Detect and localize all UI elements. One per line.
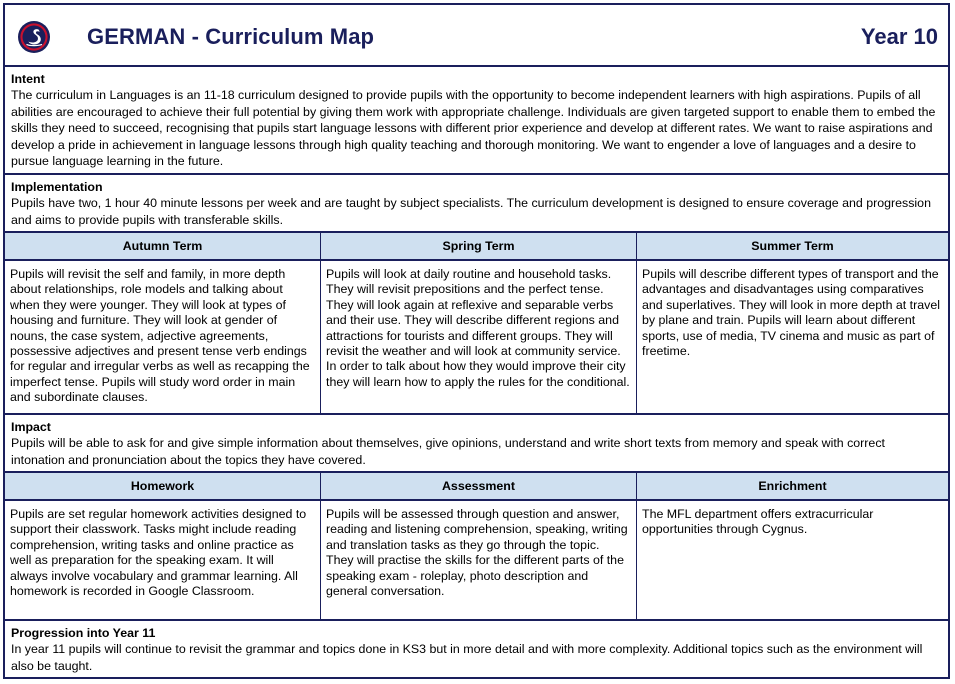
progression-text: In year 11 pupils will continue to revisit the grammar and topics done in KS3 but in more detail and with more complexity. Additional topics such as the environment will also be taught.: [11, 642, 923, 673]
intent-heading: Intent: [11, 72, 45, 86]
year-label: Year 10: [860, 24, 938, 49]
progression-heading: Progression into Year 11: [11, 626, 156, 640]
page-header: [5, 5, 948, 67]
spring-term-content: Pupils will look at daily routine and household tasks. They will revisit prepositions and the perfect tense. They will look again at reflexive and separable verbs and their use. They will describe different regions and attractions for tourists and different groups. They will revisit the weather and will look at community service. In order to talk about how they would improve their city they will learn how to apply the rules for the conditional.: [321, 261, 637, 413]
progression-section: [5, 621, 948, 677]
intent-text: The curriculum in Languages is an 11-18 curriculum designed to provide pupils with the opportunity to become independent learners with high aspirations. Pupils of all abilities are encouraged to achieve their full potential by giving them work with appropriate challenge. Individuals are given targeted support to enable them to embed the skills they need to succeed, recognising that pupils start language lessons with different prior experience and develop at different rates. We want to raise aspirations and develop a pride in achievement in language lessons through high quality teaching and thorough monitoring. We want to engender a love of languages and a desire to pursue language learning in the future.: [11, 88, 936, 168]
document-frame: [3, 3, 950, 679]
extras-content-row: [5, 501, 948, 621]
summer-term-header: Summer Term: [637, 233, 948, 259]
enrichment-content: The MFL department offers extracurricular opportunities through Cygnus.: [642, 507, 874, 537]
page-title: GERMAN - Curriculum Map: [87, 24, 375, 49]
impact-section: [5, 415, 948, 473]
autumn-term-header: Autumn Term: [5, 233, 321, 259]
spring-term-header: Spring Term: [321, 233, 637, 259]
swan-logo-icon: [17, 20, 51, 54]
impact-heading: Impact: [11, 420, 51, 434]
summer-term-content: Pupils will describe different types of transport and the advantages and disadvantages using comparatives and superlatives. They will look in more depth at travel by plane and train. Pupils will learn about different sports, use of media, TV cinema and music as part of freetime.: [642, 267, 940, 359]
implementation-section: [5, 175, 948, 233]
terms-content-row: [5, 261, 948, 415]
extras-header-row: [5, 473, 948, 501]
intent-section: [5, 67, 948, 175]
terms-header-row: [5, 233, 948, 261]
homework-header: Homework: [5, 473, 321, 499]
autumn-term-content: Pupils will revisit the self and family, in more depth about relationships, role models and talking about when they were younger. They will look at types of housing and furniture. They will look at gender of nouns, the case system, adjective agreements, possessive adjectives and present tense verb endings for regular and irregular verbs as well as recapping the imperfect tense. Pupils will study word order in main and subordinate clauses.: [5, 261, 321, 413]
enrichment-header: Enrichment: [637, 473, 948, 499]
impact-text: Pupils will be able to ask for and give simple information about themselves, give opinions, understand and write short texts from memory and speak with correct intonation and pronunciation about the topics they have covered.: [11, 436, 885, 467]
assessment-header: Assessment: [321, 473, 637, 499]
implementation-heading: Implementation: [11, 180, 103, 194]
implementation-text: Pupils have two, 1 hour 40 minute lessons per week and are taught by subject specialists. The curriculum development is designed to ensure coverage and progression and aims to provide pupils with transferable skills.: [11, 196, 931, 227]
assessment-content: Pupils will be assessed through question and answer, reading and listening comprehension, speaking, writing and translation tasks as they go through the topic. They will practise the skills for the different parts of the speaking exam - roleplay, photo description and general conversation.: [321, 501, 637, 619]
homework-content: Pupils are set regular homework activities designed to support their classwork. Tasks might include reading comprehension, writing tasks and online practice as well as preparation for the speaking exam. It will always involve vocabulary and grammar learning. All homework is recorded in Google Classroom.: [5, 501, 321, 619]
